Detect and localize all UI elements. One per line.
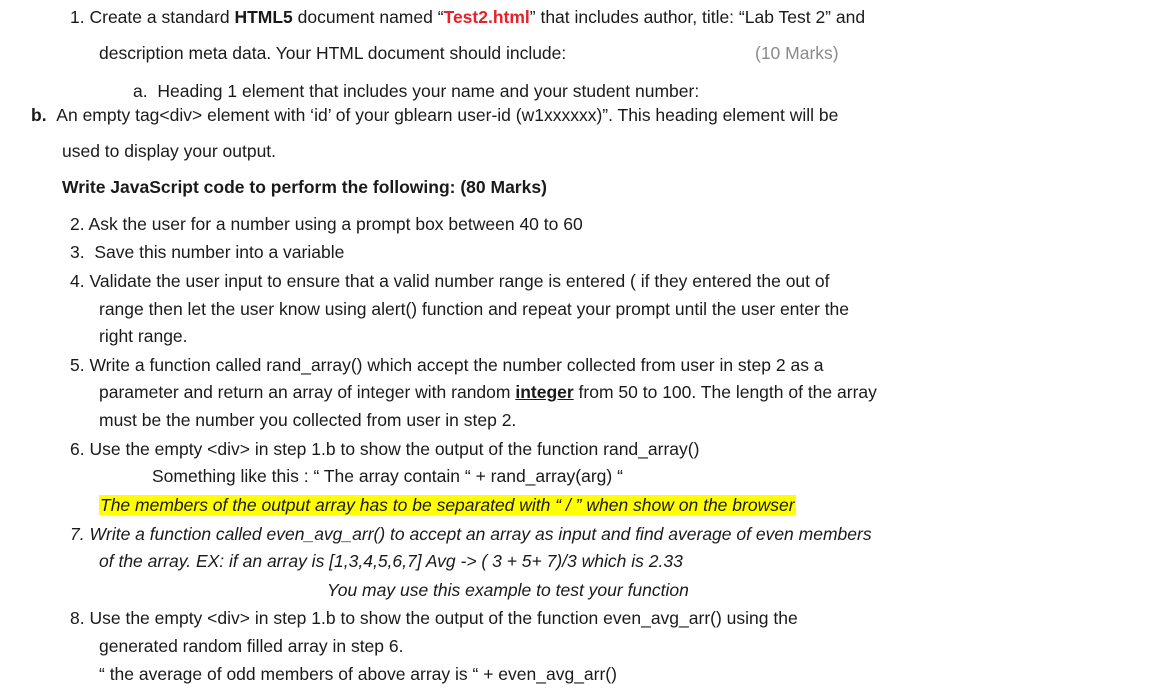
item-7-number: 7. bbox=[70, 524, 85, 544]
item-4-line-3: right range. bbox=[99, 326, 188, 346]
item-6-line-2: Something like this : “ The array contain “ + rand_array(arg) “ bbox=[152, 466, 623, 486]
item-8-number: 8. bbox=[70, 608, 85, 628]
item-5-line-2 bbox=[99, 381, 877, 403]
item-6-highlight bbox=[99, 494, 796, 516]
filename: Test2.html bbox=[443, 7, 530, 27]
item-2-number: 2. bbox=[70, 214, 85, 234]
item-6-line-1 bbox=[70, 438, 699, 460]
item-2-text: Ask the user for a number using a prompt box between 40 to 60 bbox=[88, 214, 583, 234]
item-1a-text: Heading 1 element that includes your name and your student number: bbox=[157, 81, 700, 101]
item-1b-label: b. bbox=[31, 105, 47, 125]
item-8-line-1 bbox=[70, 607, 798, 629]
item-1-text-pre: Create a standard bbox=[89, 7, 235, 27]
item-1a bbox=[133, 80, 699, 102]
item-5-number: 5. bbox=[70, 355, 85, 375]
item-7-text: Write a function called even_avg_arr() to accept an array as input and find average of even members bbox=[89, 524, 872, 544]
item-2 bbox=[70, 213, 583, 235]
item-7-line-3: You may use this example to test your function bbox=[327, 580, 689, 600]
item-3 bbox=[70, 241, 344, 263]
item-5-line-2-pre: parameter and return an array of integer with random bbox=[99, 382, 516, 402]
item-1-number: 1. bbox=[70, 7, 85, 27]
item-1a-label: a. bbox=[133, 81, 148, 101]
item-1b-line-1 bbox=[31, 104, 838, 126]
item-1-line-1 bbox=[70, 6, 865, 28]
item-7-line-2: of the array. EX: if an array is [1,3,4,5,6,7] Avg -> ( 3 + 5+ 7)/3 which is 2.33 bbox=[99, 551, 683, 571]
item-4-line-2: range then let the user know using alert() function and repeat your prompt until the user enter the bbox=[99, 299, 850, 319]
item-6-text: Use the empty <div> in step 1.b to show the output of the function rand_array() bbox=[89, 439, 700, 459]
item-5-line-2-post: from 50 to 100. The length of the array bbox=[573, 382, 877, 402]
item-4-number: 4. bbox=[70, 271, 85, 291]
item-5-text: Write a function called rand_array() which accept the number collected from user in step 2 as a bbox=[89, 355, 824, 375]
item-5-line-1 bbox=[70, 354, 824, 376]
item-1-line-2: description meta data. Your HTML document should include: bbox=[99, 43, 567, 63]
highlighted-note: The members of the output array has to be separated with “ / ” when show on the browser bbox=[100, 495, 795, 515]
marks-10: (10 Marks) bbox=[755, 43, 839, 63]
js-heading: Write JavaScript code to perform the following: (80 Marks) bbox=[62, 177, 547, 197]
item-7-line-1 bbox=[70, 523, 872, 545]
item-3-number: 3. bbox=[70, 242, 85, 262]
item-3-text: Save this number into a variable bbox=[94, 242, 345, 262]
item-8-line-2: generated random filled array in step 6. bbox=[99, 636, 404, 656]
item-5-line-3: must be the number you collected from user in step 2. bbox=[99, 410, 517, 430]
item-4-line-1 bbox=[70, 270, 829, 292]
item-8-line-3: “ the average of odd members of above array is “ + even_avg_arr() bbox=[99, 664, 617, 684]
item-1b-text: An empty tag<div> element with ‘id’ of your gblearn user-id (w1xxxxxx)”. This heading element will be bbox=[56, 105, 839, 125]
item-1b-line-2: used to display your output. bbox=[62, 141, 277, 161]
item-1-text-post: ” that includes author, title: “Lab Test 2” and bbox=[529, 7, 866, 27]
item-6-number: 6. bbox=[70, 439, 85, 459]
integer-emphasis: integer bbox=[515, 382, 574, 402]
item-4-text: Validate the user input to ensure that a valid number range is entered ( if they entered the out of bbox=[89, 271, 830, 291]
item-8-text: Use the empty <div> in step 1.b to show the output of the function even_avg_arr() using the bbox=[89, 608, 798, 628]
item-1-text-mid: document named “ bbox=[292, 7, 444, 27]
html5-term: HTML5 bbox=[234, 7, 293, 27]
